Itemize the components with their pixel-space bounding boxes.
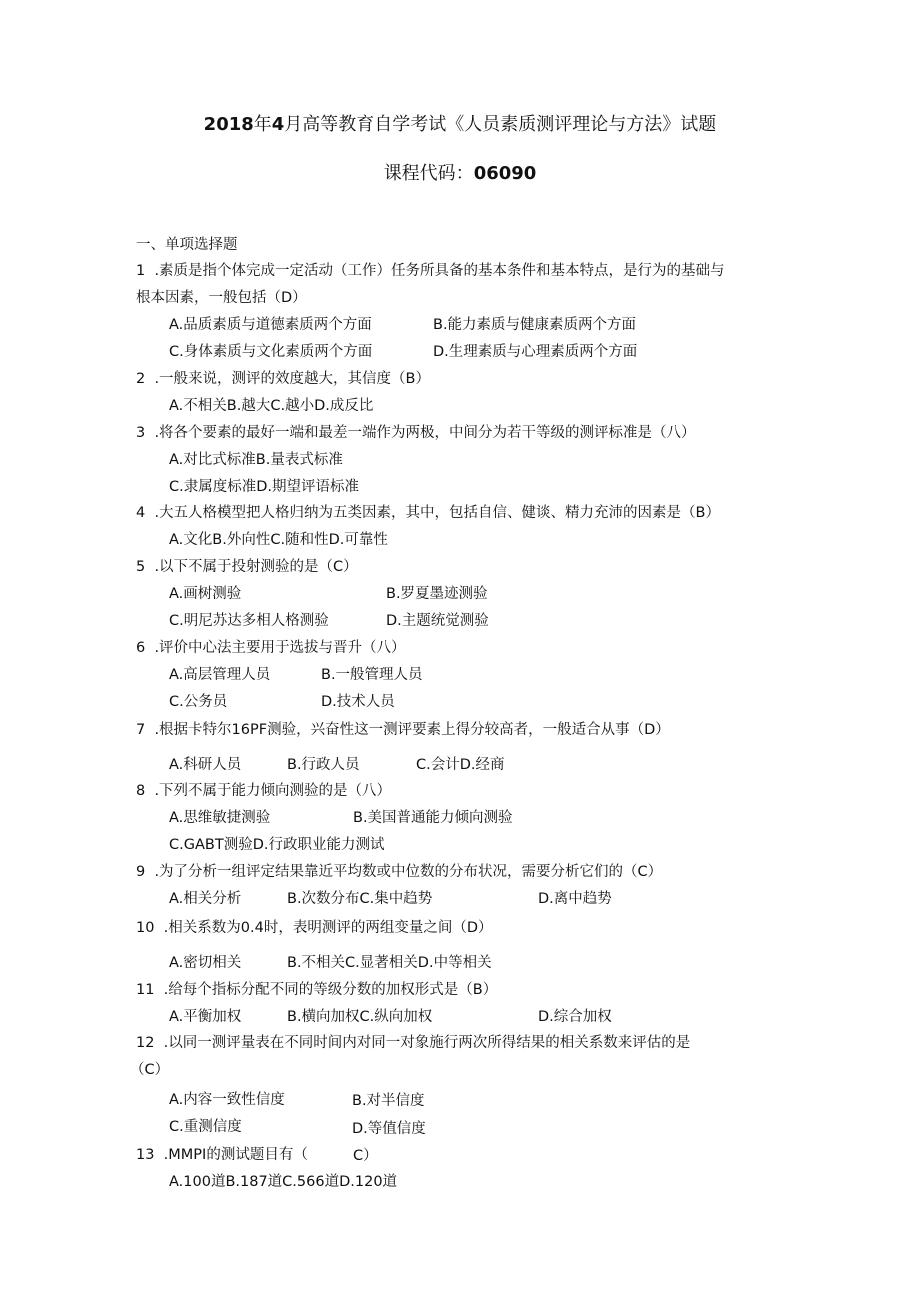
q12-option-b: B.对半信度 (352, 1093, 425, 1109)
q6-stem: 6 .评价中心法主要用于选拔与晋升（八） (136, 640, 406, 656)
q1-stem-line2: 根本因素，一般包括（D） (136, 290, 307, 306)
q7-stem: 7 .根据卡特尔16PF测验，兴奋性这一测评要素上得分较高者，一般适合从事（D） (136, 722, 670, 738)
q5-option-d: D.主题统觉测验 (386, 613, 489, 629)
q1-option-c: C.身体素质与文化素质两个方面 (169, 344, 373, 360)
q7-option-a: A.科研人员 (169, 757, 242, 773)
q6-option-c: C.公务员 (169, 694, 228, 710)
q13-answer: C） (353, 1148, 378, 1164)
q4-options: A.文化B.外向性C.随和性D.可靠性 (169, 532, 388, 548)
q10-option-a: A.密切相关 (169, 955, 242, 971)
q7-option-cd: C.会计D.经商 (416, 757, 505, 773)
q12-option-c: C.重测信度 (169, 1119, 242, 1135)
page-title: 2018年4月高等教育自学考试《人员素质测评理论与方法》试题 (203, 114, 717, 135)
q7-option-b: B.行政人员 (287, 757, 360, 773)
section-heading: 一、单项选择题 (136, 237, 238, 253)
course-code: 课程代码：06090 (383, 163, 537, 184)
q1-option-b: B.能力素质与健康素质两个方面 (433, 317, 637, 333)
q5-option-b: B.罗夏墨迹测验 (386, 586, 488, 602)
q2-stem: 2 .一般来说，测评的效度越大，其信度（B） (136, 371, 430, 387)
q2-options: A.不相关B.越大C.越小D.成反比 (169, 398, 374, 414)
q6-option-b: B.一般管理人员 (321, 667, 423, 683)
q8-option-cd: C.GABT测验D.行政职业能力测试 (169, 837, 385, 853)
q13-stem: 13 .MMPI的测试题目有（ (136, 1147, 308, 1163)
q12-option-d: D.等值信度 (352, 1121, 426, 1137)
q3-options-1: A.对比式标准B.量表式标准 (169, 452, 343, 468)
q8-option-b: B.美国普通能力倾向测验 (353, 810, 513, 826)
q10-stem: 10 .相关系数为0.4时，表明测评的两组变量之间（D） (136, 920, 493, 936)
q8-stem: 8 .下列不属于能力倾向测验的是（八） (136, 783, 392, 799)
q6-option-a: A.高层管理人员 (169, 667, 271, 683)
q1-option-a: A.品质素质与道德素质两个方面 (169, 317, 372, 333)
q5-option-c: C.明尼苏达多相人格测验 (169, 613, 329, 629)
q9-option-a: A.相关分析 (169, 891, 242, 907)
q3-stem: 3 .将各个要素的最好一端和最差一端作为两极，中间分为若干等级的测评标准是（八） (136, 425, 696, 441)
q12-option-a: A.内容一致性信度 (169, 1092, 285, 1108)
q5-option-a: A.画树测验 (169, 586, 242, 602)
q11-option-a: A.平衡加权 (169, 1009, 242, 1025)
q9-option-bc: B.次数分布C.集中趋势 (287, 891, 433, 907)
q1-option-d: D.生理素质与心理素质两个方面 (433, 344, 638, 360)
q3-options-2: C.隶属度标准D.期望评语标准 (169, 479, 360, 495)
q5-stem: 5 .以下不属于投射测验的是（C） (136, 559, 358, 575)
q10-option-bcd: B.不相关C.显著相关D.中等相关 (287, 955, 492, 971)
q11-option-bc: B.横向加权C.纵向加权 (287, 1009, 433, 1025)
q9-option-d: D.离中趋势 (538, 891, 612, 907)
q11-option-d: D.综合加权 (538, 1009, 612, 1025)
q13-options: A.100道B.187道C.566道D.120道 (169, 1174, 398, 1190)
q6-option-d: D.技术人员 (321, 694, 395, 710)
q8-option-a: A.思维敏捷测验 (169, 810, 271, 826)
q4-stem: 4 .大五人格模型把人格归纳为五类因素，其中，包括自信、健谈、精力充沛的因素是（B） (136, 505, 720, 521)
q1-stem-line1: 1 .素质是指个体完成一定活动（工作）任务所具备的基本条件和基本特点，是行为的基础与 (136, 263, 725, 279)
q12-stem: 12 .以同一测评量表在不同时间内对同一对象施行两次所得结果的相关系数来评估的是 (136, 1035, 691, 1051)
q9-stem: 9 .为了分析一组评定结果靠近平均数或中位数的分布状况，需要分析它们的（C） (136, 864, 663, 880)
q11-stem: 11 .给每个指标分配不同的等级分数的加权形式是（B） (136, 982, 498, 998)
q12-answer: （C） (130, 1062, 170, 1078)
